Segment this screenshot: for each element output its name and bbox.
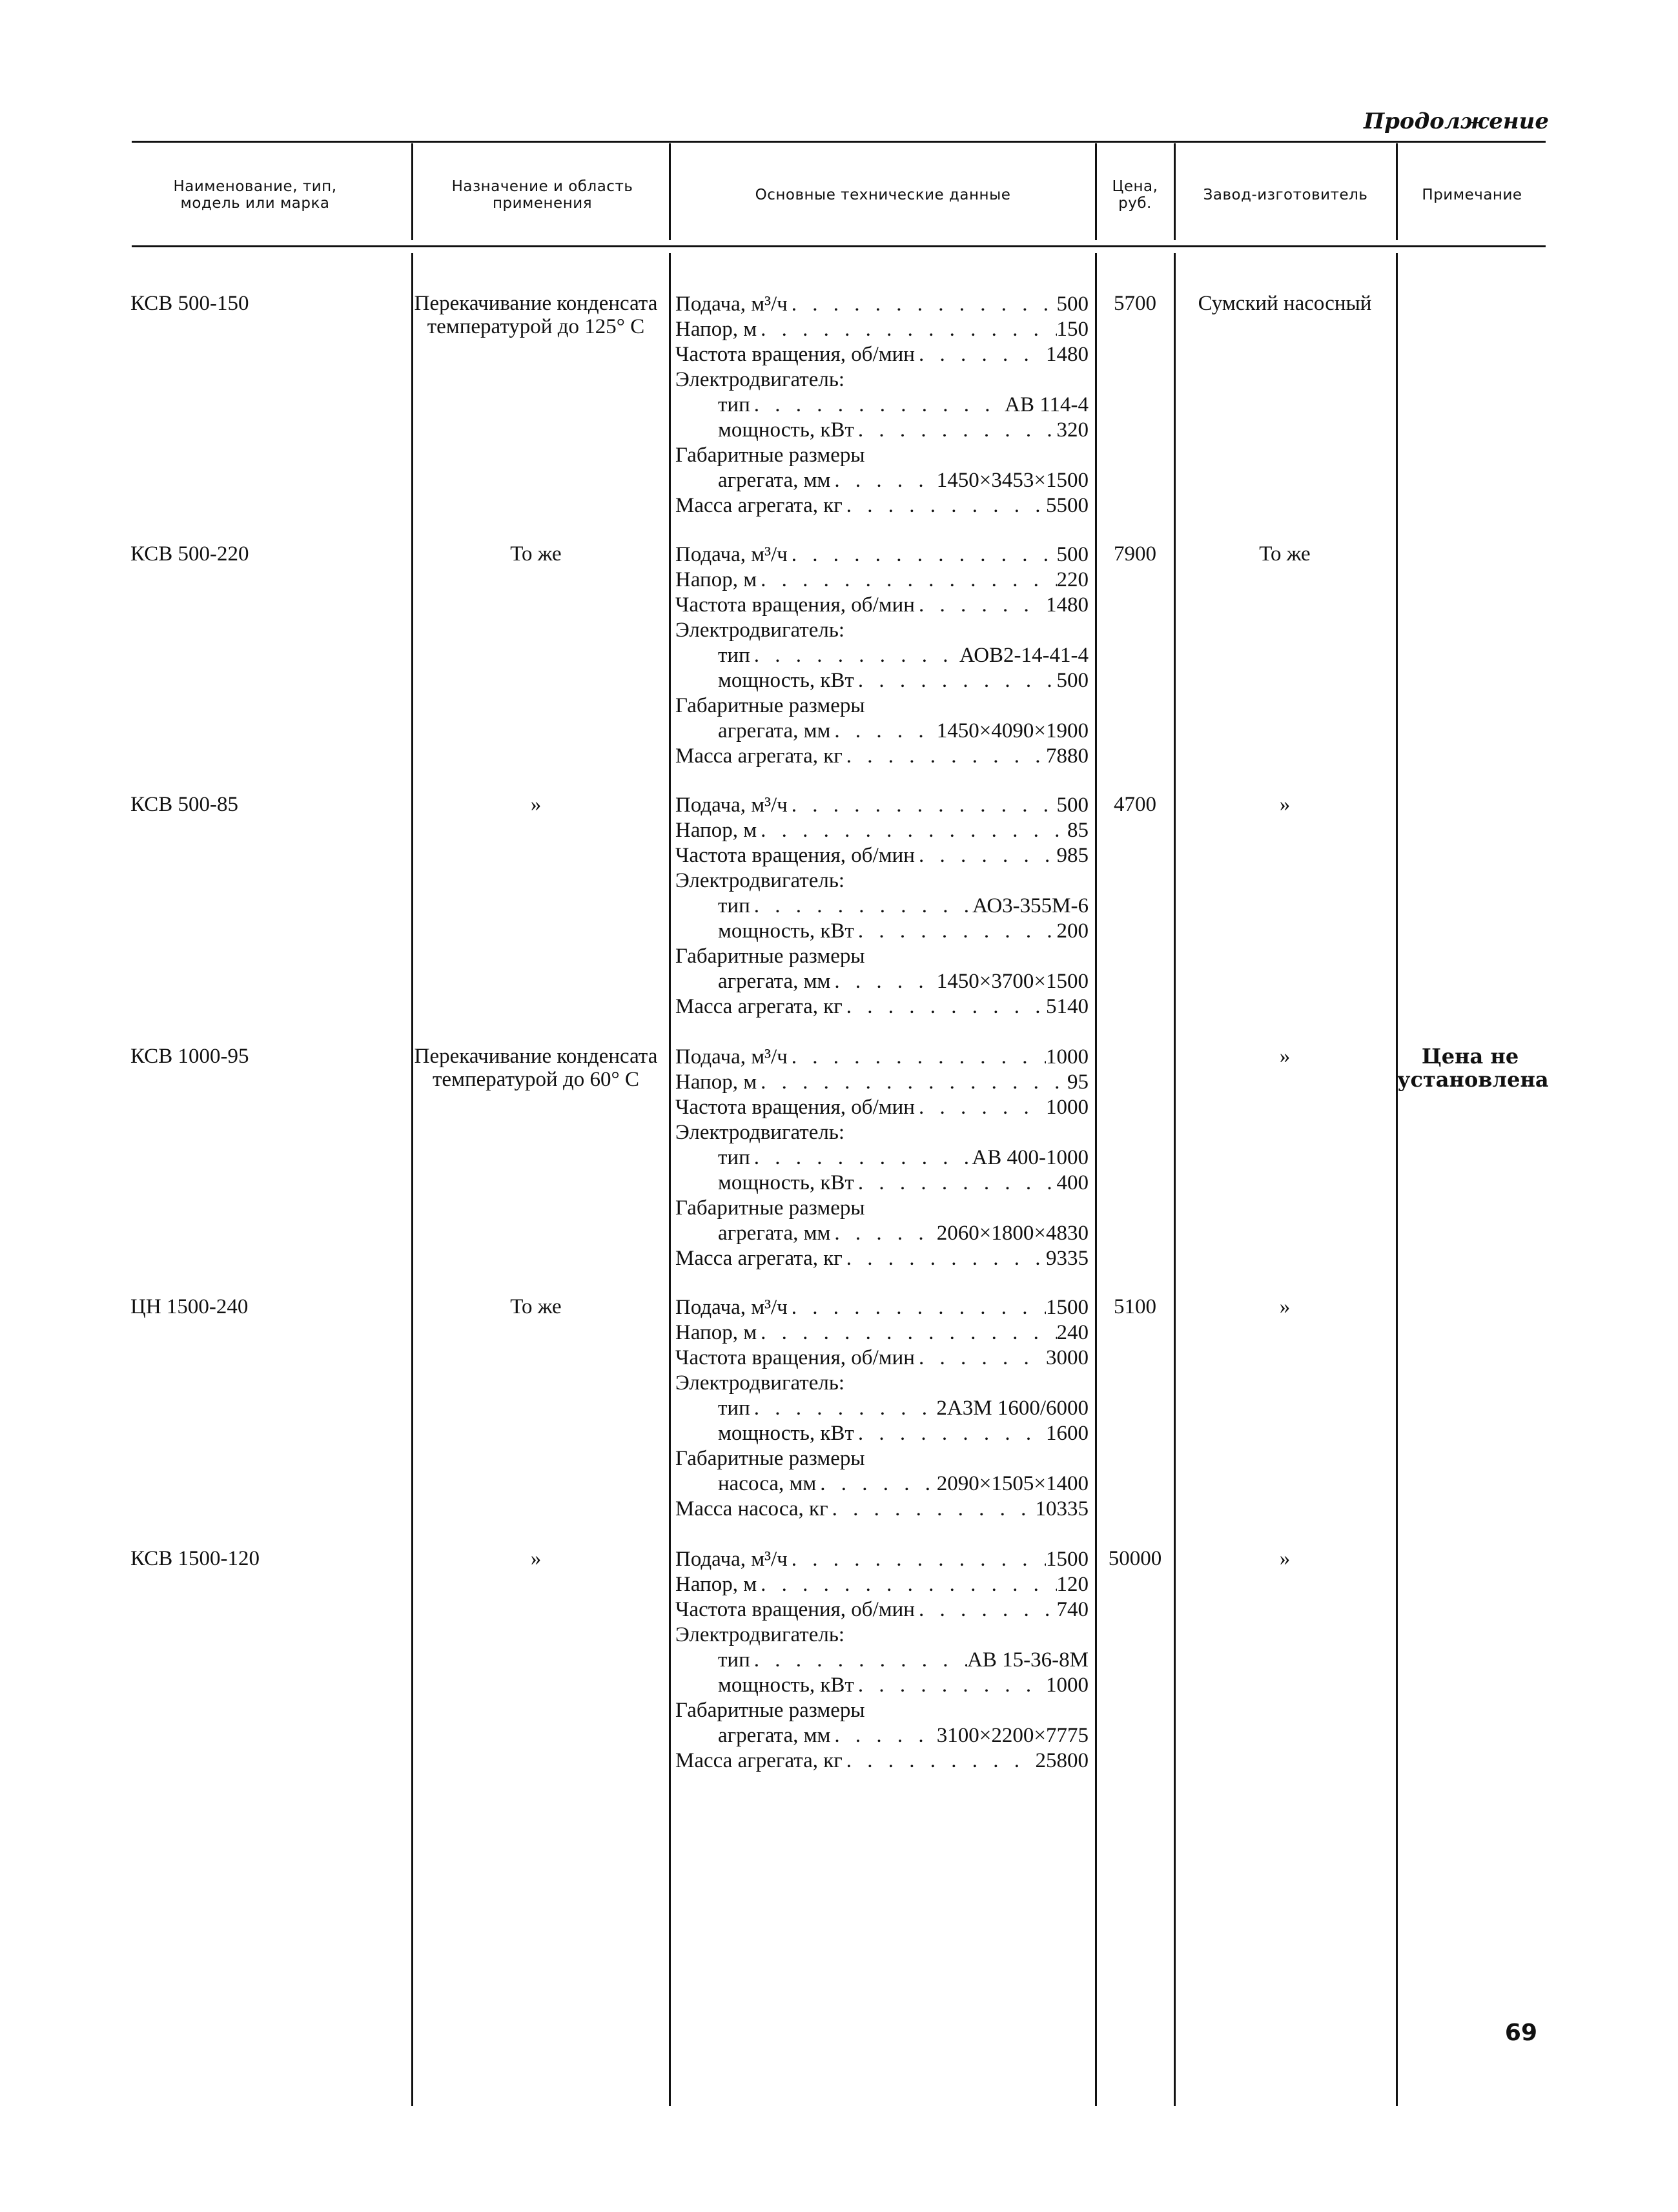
tech-spec-value: 5140 — [1046, 995, 1089, 1018]
table-row — [0, 1547, 1678, 1792]
tech-spec-line — [675, 418, 1089, 443]
tech-spec-value: 5500 — [1046, 494, 1089, 517]
leader-dots — [788, 542, 1057, 568]
pump-purpose: » — [530, 1547, 542, 1570]
tech-spec-label: Габаритные размеры — [675, 444, 865, 467]
tech-spec-value: 1450×4090×1900 — [936, 719, 1089, 742]
tech-spec-line — [675, 1171, 1089, 1196]
pump-manufacturer: Сумский насосный — [1198, 292, 1372, 315]
header-price: Цена, руб. — [1112, 178, 1158, 212]
leader-dots — [830, 719, 936, 744]
pump-model: КСВ 1000-95 — [130, 1045, 249, 1068]
tech-spec-value: 85 — [1067, 819, 1089, 842]
page-number: 69 — [1504, 2020, 1537, 2046]
tech-spec-label: Электродвигатель: — [675, 869, 845, 892]
tech-spec-label: Напор, м — [675, 1321, 757, 1344]
pump-price: 5700 — [1114, 292, 1156, 315]
leader-dots — [750, 1145, 972, 1171]
tech-spec-value: АВ 15-36-8М — [967, 1648, 1089, 1672]
pump-manufacturer: » — [1279, 1547, 1291, 1570]
tech-spec-value: 1450×3453×1500 — [936, 469, 1089, 492]
tech-spec-label: Частота вращения, об/мин — [675, 593, 915, 617]
tech-spec-label: Напор, м — [675, 1070, 757, 1094]
tech-spec-line — [675, 1597, 1089, 1623]
continued-label: Продолжение — [1364, 108, 1549, 134]
tech-spec-label: Подача, м³/ч — [675, 292, 788, 316]
pump-manufacturer: То же — [1259, 542, 1311, 566]
pump-price: 5100 — [1114, 1295, 1156, 1318]
tech-spec-label: Масса агрегата, кг — [675, 995, 843, 1018]
tech-spec-line — [675, 919, 1089, 944]
header-purpose: Назначение и область применения — [451, 178, 633, 212]
tech-spec-label: агрегата, мм — [718, 970, 831, 993]
col-sep-4-header — [1174, 143, 1176, 240]
pump-purpose: Перекачивание конденсата температурой до 60° С — [414, 1045, 658, 1091]
tech-spec-line — [675, 593, 1089, 618]
tech-spec-value: 1480 — [1046, 593, 1089, 617]
tech-spec-line — [675, 719, 1089, 744]
pump-price: 4700 — [1114, 793, 1156, 816]
leader-dots — [854, 668, 1057, 693]
tech-spec-line — [675, 1723, 1089, 1748]
leader-dots — [757, 1320, 1056, 1346]
tech-spec-line — [675, 1748, 1089, 1774]
tech-spec-line — [675, 744, 1089, 769]
tech-spec-line — [675, 1120, 1089, 1145]
tech-spec-value: 10335 — [1035, 1497, 1089, 1521]
tech-spec-label: Габаритные размеры — [675, 1699, 865, 1722]
leader-dots — [750, 1648, 967, 1673]
tech-spec-value: 500 — [1056, 543, 1089, 566]
tech-spec-label: агрегата, мм — [718, 719, 831, 742]
tech-spec-line — [675, 643, 1089, 668]
tech-spec-line — [675, 1320, 1089, 1346]
tech-spec-line — [675, 1095, 1089, 1120]
leader-dots — [843, 493, 1046, 518]
tech-spec-value: 740 — [1056, 1598, 1089, 1621]
tech-spec-label: Масса агрегата, кг — [675, 744, 843, 768]
tech-specs — [675, 542, 1089, 769]
tech-spec-value: АОВ2-14-41-4 — [959, 644, 1089, 667]
tech-spec-line — [675, 1623, 1089, 1648]
tech-spec-line — [675, 568, 1089, 593]
tech-spec-value: 1450×3700×1500 — [936, 970, 1089, 993]
tech-spec-label: Напор, м — [675, 568, 757, 591]
leader-dots — [830, 1723, 936, 1748]
tech-spec-label: мощность, кВт — [718, 418, 854, 442]
tech-spec-line — [675, 818, 1089, 843]
col-sep-1-header — [411, 143, 413, 240]
tech-spec-line — [675, 944, 1089, 969]
tech-spec-line — [675, 542, 1089, 568]
tech-spec-line — [675, 317, 1089, 342]
tech-spec-label: Частота вращения, об/мин — [675, 343, 915, 366]
tech-spec-value: 2060×1800×4830 — [936, 1222, 1089, 1245]
header-tech: Основные технические данные — [755, 187, 1011, 203]
pump-model: КСВ 500-150 — [130, 292, 249, 315]
tech-spec-line — [675, 618, 1089, 643]
leader-dots — [854, 1171, 1057, 1196]
tech-spec-label: Электродвигатель: — [675, 1623, 845, 1646]
tech-spec-value: 500 — [1056, 794, 1089, 817]
tech-spec-label: Габаритные размеры — [675, 1447, 865, 1470]
tech-spec-label: Частота вращения, об/мин — [675, 1096, 915, 1119]
header-note: Примечание — [1422, 187, 1522, 203]
tech-spec-label: Масса агрегата, кг — [675, 494, 843, 517]
leader-dots — [843, 994, 1046, 1019]
tech-spec-value: 200 — [1056, 919, 1089, 943]
tech-spec-line — [675, 1547, 1089, 1572]
pump-manufacturer: » — [1279, 1045, 1291, 1068]
tech-spec-value: АВ 114-4 — [1005, 393, 1089, 416]
tech-spec-line — [675, 292, 1089, 317]
tech-spec-line — [675, 1471, 1089, 1497]
tech-spec-line — [675, 693, 1089, 719]
tech-spec-line — [675, 468, 1089, 493]
tech-spec-value: 7880 — [1046, 744, 1089, 768]
tech-specs — [675, 793, 1089, 1019]
tech-spec-label: Напор, м — [675, 819, 757, 842]
table-top-rule — [132, 141, 1546, 143]
tech-spec-label: Электродвигатель: — [675, 368, 845, 391]
tech-spec-value: 1000 — [1046, 1045, 1089, 1069]
tech-spec-label: Подача, м³/ч — [675, 1045, 788, 1069]
leader-dots — [750, 643, 959, 668]
leader-dots — [750, 894, 972, 919]
tech-spec-line — [675, 1346, 1089, 1371]
tech-spec-label: Габаритные размеры — [675, 694, 865, 717]
leader-dots — [788, 1295, 1046, 1320]
leader-dots — [915, 342, 1046, 367]
pump-price: 50000 — [1108, 1547, 1162, 1570]
tech-spec-value: 1600 — [1046, 1422, 1089, 1445]
pump-purpose: То же — [510, 542, 562, 566]
tech-spec-label: мощность, кВт — [718, 1674, 854, 1697]
tech-spec-line — [675, 969, 1089, 994]
tech-spec-line — [675, 894, 1089, 919]
leader-dots — [788, 1547, 1046, 1572]
leader-dots — [915, 843, 1057, 868]
pump-manufacturer: » — [1279, 793, 1291, 816]
tech-spec-value: 1480 — [1046, 343, 1089, 366]
tech-spec-line — [675, 1196, 1089, 1221]
tech-spec-value: 1500 — [1046, 1548, 1089, 1571]
tech-spec-label: Габаритные размеры — [675, 945, 865, 968]
tech-specs — [675, 1045, 1089, 1271]
tech-spec-label: тип — [718, 894, 750, 917]
tech-spec-value: 2090×1505×1400 — [936, 1472, 1089, 1495]
tech-spec-value: 1000 — [1046, 1096, 1089, 1119]
tech-spec-label: тип — [718, 1146, 750, 1169]
tech-spec-line — [675, 1673, 1089, 1698]
leader-dots — [854, 1421, 1046, 1446]
tech-spec-line — [675, 342, 1089, 367]
tech-spec-label: тип — [718, 644, 750, 667]
tech-spec-line — [675, 393, 1089, 418]
pump-purpose: » — [530, 793, 542, 816]
leader-dots — [830, 1221, 936, 1246]
tech-spec-label: тип — [718, 1648, 750, 1672]
tech-spec-line — [675, 1371, 1089, 1396]
tech-spec-label: мощность, кВт — [718, 669, 854, 692]
pump-purpose: Перекачивание конденсата температурой до 125° С — [414, 292, 658, 338]
leader-dots — [757, 317, 1056, 342]
tech-spec-value: 9335 — [1046, 1247, 1089, 1270]
table-row — [0, 292, 1678, 537]
tech-spec-line — [675, 1572, 1089, 1597]
tech-spec-label: мощность, кВт — [718, 919, 854, 943]
tech-spec-label: Подача, м³/ч — [675, 543, 788, 566]
leader-dots — [757, 1572, 1056, 1597]
table-row — [0, 1045, 1678, 1290]
tech-spec-value: 500 — [1056, 292, 1089, 316]
tech-spec-line — [675, 1295, 1089, 1320]
leader-dots — [788, 1045, 1046, 1070]
tech-spec-label: Габаритные размеры — [675, 1196, 865, 1220]
tech-spec-value: 240 — [1056, 1321, 1089, 1344]
pump-purpose: То же — [510, 1295, 562, 1318]
leader-dots — [915, 1095, 1046, 1120]
tech-spec-value: 3000 — [1046, 1346, 1089, 1369]
leader-dots — [915, 1597, 1057, 1623]
tech-spec-line — [675, 1497, 1089, 1522]
leader-dots — [854, 919, 1057, 944]
tech-spec-label: Электродвигатель: — [675, 619, 845, 642]
col-sep-2-header — [669, 143, 671, 240]
leader-dots — [830, 468, 936, 493]
pump-note: Цена не установлена — [1397, 1044, 1549, 1092]
tech-spec-label: Частота вращения, об/мин — [675, 1346, 915, 1369]
tech-spec-value: АВ 400-1000 — [972, 1146, 1089, 1169]
tech-spec-line — [675, 1221, 1089, 1246]
tech-spec-value: 400 — [1056, 1171, 1089, 1194]
pump-price: 7900 — [1114, 542, 1156, 566]
tech-spec-label: агрегата, мм — [718, 1222, 831, 1245]
tech-spec-label: мощность, кВт — [718, 1171, 854, 1194]
leader-dots — [915, 1346, 1046, 1371]
leader-dots — [854, 418, 1057, 443]
tech-spec-line — [675, 1648, 1089, 1673]
tech-spec-line — [675, 1145, 1089, 1171]
tech-spec-value: 2А3М 1600/6000 — [936, 1397, 1089, 1420]
tech-spec-label: Электродвигатель: — [675, 1371, 845, 1395]
leader-dots — [757, 568, 1056, 593]
leader-dots — [830, 969, 936, 994]
tech-spec-label: Напор, м — [675, 318, 757, 341]
tech-spec-label: насоса, мм — [718, 1472, 817, 1495]
leader-dots — [788, 292, 1057, 317]
col-sep-5-header — [1396, 143, 1398, 240]
tech-spec-line — [675, 793, 1089, 818]
tech-spec-label: тип — [718, 1397, 750, 1420]
tech-spec-line — [675, 1698, 1089, 1723]
header-name: Наименование, тип, модель или марка — [173, 178, 337, 212]
leader-dots — [757, 818, 1067, 843]
col-sep-3-header — [1095, 143, 1097, 240]
tech-spec-line — [675, 443, 1089, 468]
table-row — [0, 793, 1678, 1038]
tech-spec-label: Подача, м³/ч — [675, 1548, 788, 1571]
pump-model: КСВ 500-85 — [130, 793, 238, 816]
tech-spec-line — [675, 668, 1089, 693]
tech-spec-value: 220 — [1056, 568, 1089, 591]
tech-specs — [675, 1547, 1089, 1774]
tech-spec-label: Масса агрегата, кг — [675, 1749, 843, 1772]
tech-spec-label: Напор, м — [675, 1573, 757, 1596]
tech-spec-line — [675, 493, 1089, 518]
pump-model: ЦН 1500-240 — [130, 1295, 249, 1318]
header-maker: Завод-изготовитель — [1203, 187, 1368, 203]
tech-spec-line — [675, 843, 1089, 868]
tech-spec-label: Подача, м³/ч — [675, 794, 788, 817]
tech-spec-value: АО3-355М-6 — [972, 894, 1089, 917]
tech-spec-line — [675, 1446, 1089, 1471]
leader-dots — [828, 1497, 1036, 1522]
leader-dots — [816, 1471, 937, 1497]
tech-spec-label: Масса насоса, кг — [675, 1497, 828, 1521]
leader-dots — [843, 744, 1046, 769]
table-row — [0, 542, 1678, 788]
tech-spec-label: мощность, кВт — [718, 1422, 854, 1445]
tech-spec-value: 320 — [1056, 418, 1089, 442]
tech-spec-label: Частота вращения, об/мин — [675, 1598, 915, 1621]
tech-spec-label: Масса агрегата, кг — [675, 1247, 843, 1270]
tech-spec-label: Частота вращения, об/мин — [675, 844, 915, 867]
tech-spec-value: 3100×2200×7775 — [936, 1724, 1089, 1747]
leader-dots — [757, 1070, 1067, 1095]
tech-spec-value: 1000 — [1046, 1674, 1089, 1697]
leader-dots — [854, 1673, 1046, 1698]
tech-spec-line — [675, 367, 1089, 393]
tech-spec-value: 150 — [1056, 318, 1089, 341]
tech-spec-value: 95 — [1067, 1070, 1089, 1094]
tech-spec-line — [675, 1396, 1089, 1421]
tech-spec-label: агрегата, мм — [718, 469, 831, 492]
tech-spec-label: агрегата, мм — [718, 1724, 831, 1747]
tech-spec-value: 25800 — [1035, 1749, 1089, 1772]
pump-model: КСВ 1500-120 — [130, 1547, 260, 1570]
tech-spec-label: тип — [718, 393, 750, 416]
leader-dots — [843, 1748, 1036, 1774]
tech-spec-value: 1500 — [1046, 1296, 1089, 1319]
tech-spec-line — [675, 1421, 1089, 1446]
leader-dots — [843, 1246, 1046, 1271]
leader-dots — [915, 593, 1046, 618]
leader-dots — [750, 393, 1005, 418]
table-row — [0, 1295, 1678, 1541]
tech-spec-line — [675, 1045, 1089, 1070]
leader-dots — [750, 1396, 937, 1421]
tech-spec-label: Подача, м³/ч — [675, 1296, 788, 1319]
pump-model: КСВ 500-220 — [130, 542, 249, 566]
tech-spec-line — [675, 994, 1089, 1019]
leader-dots — [788, 793, 1057, 818]
tech-spec-line — [675, 1070, 1089, 1095]
tech-specs — [675, 1295, 1089, 1522]
tech-specs — [675, 292, 1089, 518]
tech-spec-line — [675, 868, 1089, 894]
pump-manufacturer: » — [1279, 1295, 1291, 1318]
tech-spec-value: 120 — [1056, 1573, 1089, 1596]
tech-spec-line — [675, 1246, 1089, 1271]
tech-spec-value: 500 — [1056, 669, 1089, 692]
tech-spec-label: Электродвигатель: — [675, 1121, 845, 1144]
tech-spec-value: 985 — [1056, 844, 1089, 867]
